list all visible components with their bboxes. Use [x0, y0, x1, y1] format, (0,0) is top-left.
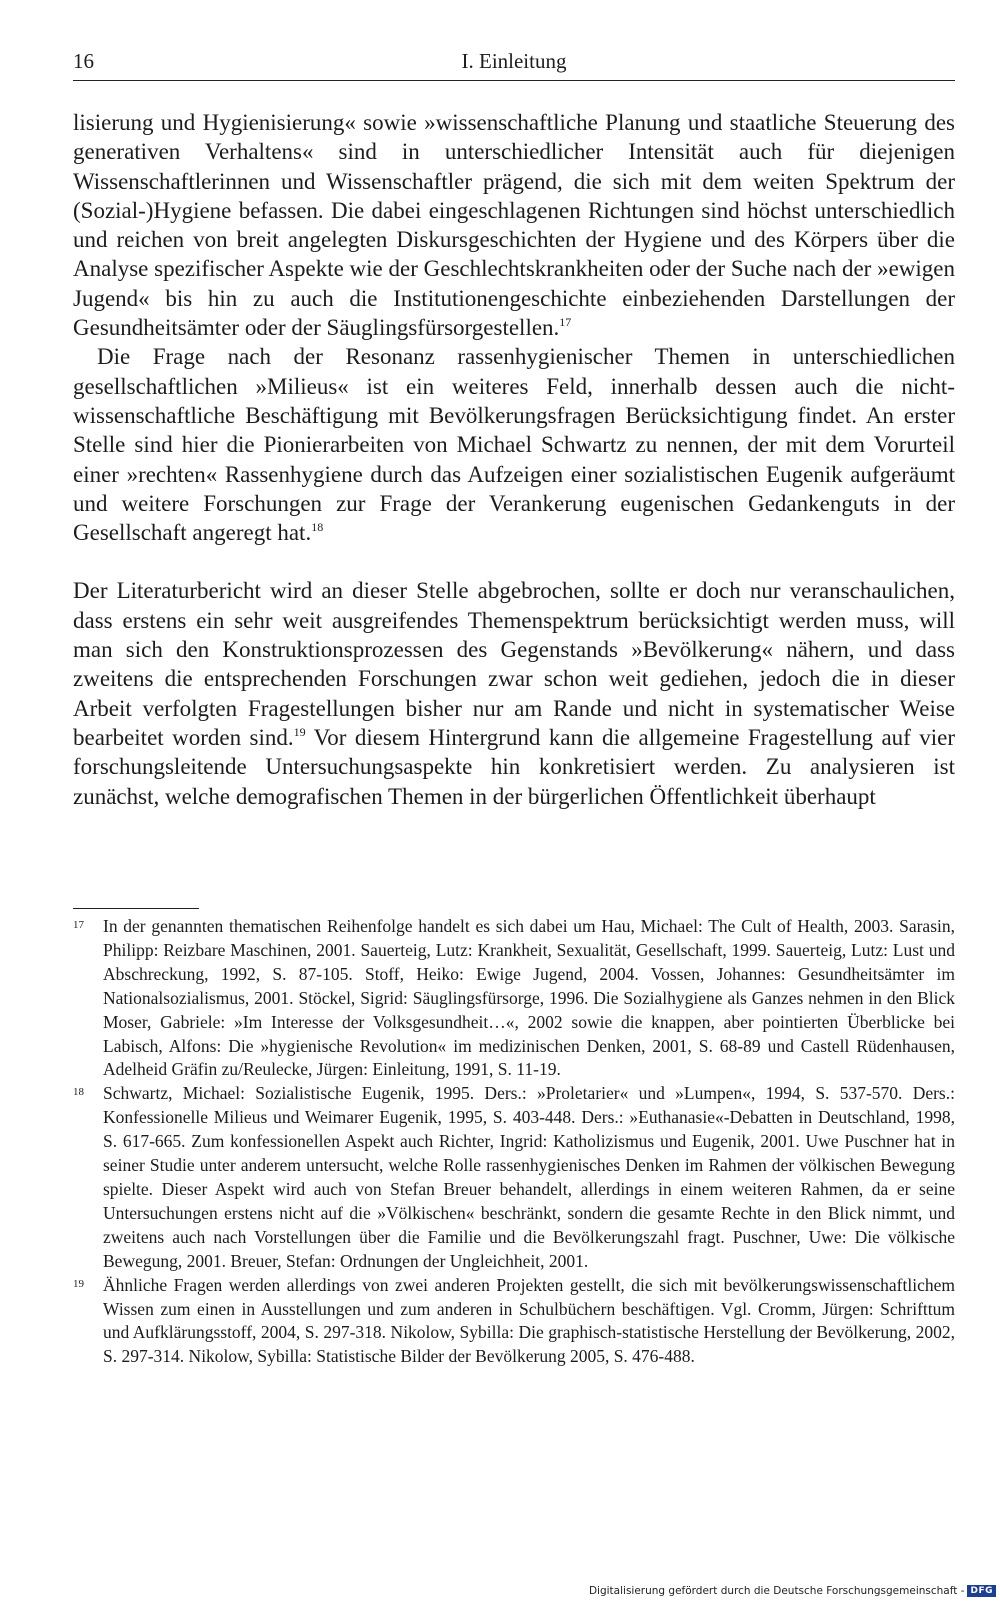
running-title: I. Einleitung	[461, 49, 567, 73]
digitization-credit	[589, 1585, 996, 1597]
paragraph	[73, 342, 955, 547]
page-number: 16	[73, 49, 94, 73]
footnote-text: In der genannten thematischen Reihenfolge handelt es sich dabei um Hau, Michael: The Cult of Health, 2003. Sarasin, Philipp: Reizbare Maschinen, 2001. Sauerteig, Lutz: Krankheit, Sexualität, Gesellschaft, 1999. Sauerteig, Lutz: Lust und Abschreckung, 1992, S. 87-105. Stoff, Heiko: Ewige Jugend, 2004. Vossen, Johannes: Gesundheitsämter im Nationalsozialismus, 2001. Stöckel, Sigrid: Säuglingsfürsorge, 1996. Die Sozialhygiene als Ganzes nehmen in den Blick Moser, Gabriele: »Im Interesse der Volksgesundheit…«, 2002 sowie die knappen, aber pointierten Überblicke bei Labisch, Alfons: Die »hygienische Revolution« im medizinischen Denken, 2001, S. 68-89 und Castell Rüdenhausen, Adelheid Gräfin zu/Reulecke, Jürgen: Einleitung, 1991, S. 11-19.	[103, 916, 955, 1080]
main-text	[73, 108, 955, 811]
paragraph-text: Die Frage nach der Resonanz rassenhygienischer Themen in unterschiedlichen gesellschaftlichen »Milieus« ist ein weiteres Feld, innerhalb dessen auch die nichtwissenschaftliche Beschäftigung mit Bevölkerungsfragen Berücksichtigung findet. An erster Stelle sind hier die Pionierarbeiten von Michael Schwartz zu nennen, der mit dem Vorurteil einer »rechten« Rassenhygiene durch das Aufzeigen einer sozialistischen Eugenik aufgeräumt und weitere Forschungen zur Frage der Verankerung eugenischen Gedankenguts in der Gesellschaft angeregt hat.	[73, 344, 955, 546]
paragraph-text: Der Literaturbericht wird an dieser Stelle abgebrochen, sollte er doch nur veranschaulichen, dass erstens ein sehr weit ausgreifendes Themenspektrum berücksichtigt werden muss, will man sich den Konstruktionsprozessen des Gegenstands »Bevölkerung« nähern, und dass zweitens die entsprechenden Forschungen zwar schon weit gediehen, jedoch die in dieser Arbeit verfolgten Fragestellungen bisher nur am Rande und nicht in systematischer Weise bearbeitet worden sind.	[73, 578, 955, 750]
footnote-number: 18	[73, 1086, 84, 1099]
paragraph-text: Vor diesem Hintergrund kann die allgemeine Fragestellung auf vier forschungsleitende Untersuchungsaspekte hin konkretisiert werden. Zu analysieren ist zunächst, welche demografischen Themen in der bürgerlichen Öffentlichkeit überhaupt	[73, 724, 956, 809]
credit-text: Digitalisierung gefördert durch die Deutsche Forschungsgemeinschaft -	[588, 1585, 965, 1597]
footnote	[73, 915, 955, 1082]
footnote	[73, 1082, 955, 1273]
footnote-text: Schwartz, Michael: Sozialistische Eugenik, 1995. Ders.: »Proletarier« und »Lumpen«, 1994, S. 537-570. Ders.: Konfessionelle Milieus und Weimarer Eugenik, 1995, S. 403-448. Ders.: »Euthanasie«-Debatten in Deutschland, 1998, S. 617-665. Zum konfessionellen Aspekt auch Richter, Ingrid: Katholizismus und Eugenik, 2001. Uwe Puschner hat in seiner Studie unter anderem untersucht, welche Rolle rassenhygienisches Denken im Rahmen der völkischen Bewegung spielte. Dieser Aspekt wird auch von Stefan Breuer behandelt, allerdings in einem weiteren Rahmen, da er seine Untersuchungen erstens nicht auf die »Völkischen« beschränkt, sondern die gesamte Rechte in den Blick nimmt, und zweitens auch nach Vorstellungen über die Familie und die Bevölkerungszahl fragt. Puschner, Uwe: Die völkische Bewegung, 2001. Breuer, Stefan: Ordnungen der Ungleichheit, 2001.	[103, 1083, 955, 1271]
footnote-number: 19	[73, 1277, 84, 1290]
running-head	[73, 46, 955, 81]
footnote-reference: 17	[559, 315, 572, 330]
footnote-number: 17	[73, 919, 84, 931]
footnote-text: Ähnliche Fragen werden allerdings von zwei anderen Projekten gestellt, die sich mit bevölkerungswissenschaftlichem Wissen zum einen in Ausstellungen und zum anderen in Schulbüchern beschäftigen. Vgl. Cromm, Jürgen: Schrifttum und Aufklärungsstoff, 2004, S. 297-318. Nikolow, Sybilla: Die graphisch-statistische Herstellung der Bevölkerung, 2002, S. 297-314. Nikolow, Sybilla: Statistische Bilder der Bevölkerung 2005, S. 476-488.	[103, 1274, 955, 1367]
paragraph-text: lisierung und Hygienisierung« sowie »wissenschaftliche Planung und staatliche Steuerung des generativen Verhaltens« sind in unterschiedlicher Intensität auch für diejenigen Wissenschaftlerinnen und Wissenschaftler prägend, die sich mit dem weiten Spektrum der (Sozial-)Hygiene befassen. Die dabei eingeschlagenen Richtungen sind höchst unterschiedlich und reichen von breit angelegten Diskursgeschichten der Hygiene und des Körpers über die Analyse spezifischer Aspekte wie der Geschlechtskrankheiten oder der Suche nach der »ewigen Jugend« bis hin zu auch die Institutionengeschichte einbeziehenden Darstellungen der Gesundheitsämter oder der Säuglingsfürsorgestellen.	[73, 110, 955, 341]
footnote-reference: 18	[311, 520, 324, 535]
footnote-reference: 19	[293, 724, 306, 739]
footnotes	[73, 915, 955, 1369]
footnote	[73, 1274, 955, 1370]
paragraph	[73, 108, 955, 342]
paragraph	[73, 576, 955, 810]
dfg-logo: DFG	[967, 1585, 996, 1597]
footnote-separator	[73, 908, 199, 909]
